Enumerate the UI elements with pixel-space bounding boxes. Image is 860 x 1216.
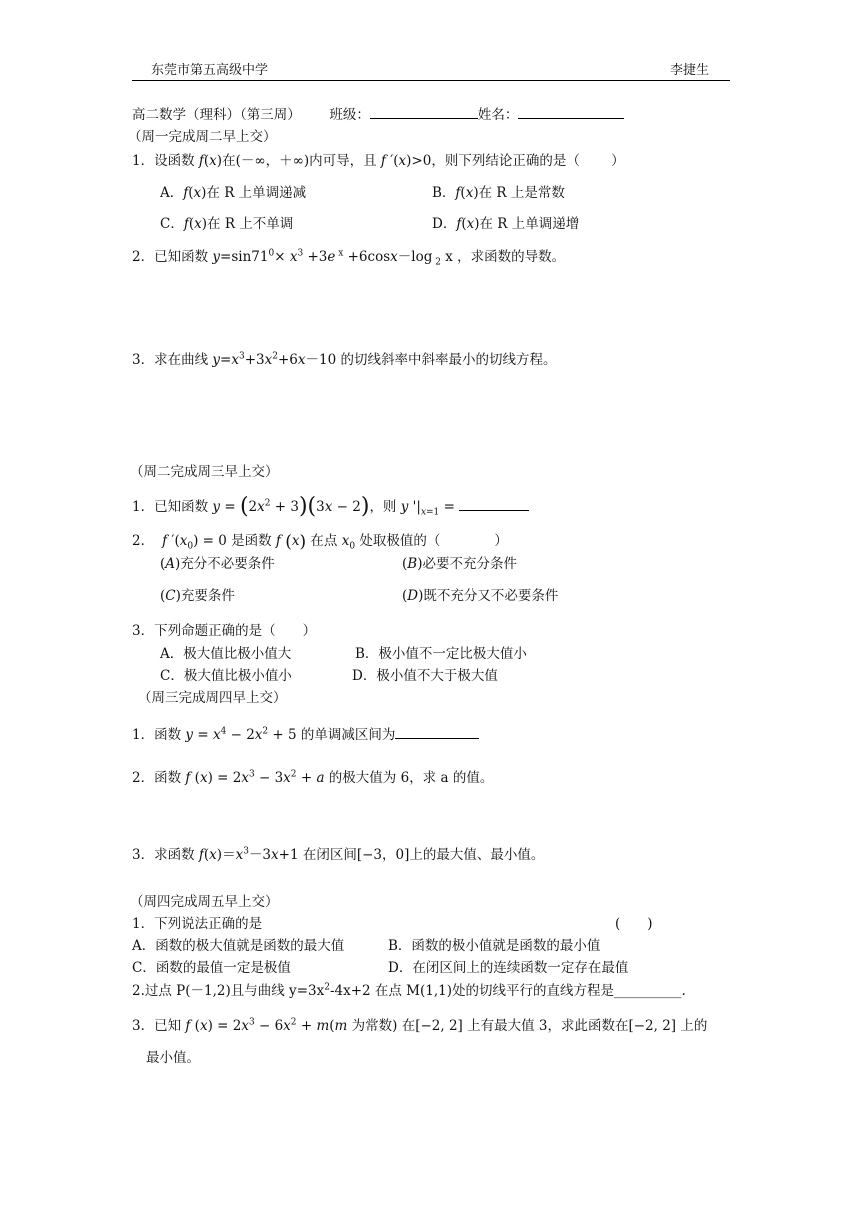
- day3-q1-blank[interactable]: [395, 727, 479, 739]
- day1-q1-option-a: A．f(x)在 R 上单调递减: [160, 185, 307, 201]
- day3-q3: 3．求函数 $f(x)=x^3-3x+1$ 在闭区间[−3，0]上的最大值、最小值。: [132, 846, 545, 863]
- day2-q2-option-c: (C)充要条件: [160, 588, 235, 604]
- day2-q2-option-b: (B)必要不充分条件: [402, 556, 517, 572]
- day1-q3: 3．求在曲线 $y=x^3+3x^2+6x-10$ 的切线斜率中斜率最小的切线方程。: [132, 351, 557, 368]
- day4-q1-option-b: B．函数的极小值就是函数的最小值: [388, 938, 601, 954]
- day3-q1: 1．函数 $y = x^4 - 2x^2 + 5$ 的单调减区间为: [132, 727, 479, 743]
- day3-note: （周三完成周四早上交）: [138, 690, 287, 706]
- header-school: 东莞市第五高级中学: [151, 63, 269, 78]
- day4-q1-option-c: C．函数的最值一定是极值: [132, 960, 291, 976]
- class-label: 班级：: [329, 107, 370, 123]
- day4-q1-option-a: A．函数的极大值就是函数的最大值: [132, 938, 345, 954]
- day2-q2-option-d: (D)既不充分又不必要条件: [402, 588, 559, 604]
- day2-q3-option-b: B．极小值不一定比极大值小: [355, 646, 527, 662]
- day2-q3: 3．下列命题正确的是（ ）: [132, 623, 317, 639]
- title-line: [132, 107, 624, 123]
- day4-note: （周四完成周五早上交）: [130, 894, 279, 910]
- day2-q2: 2． f $'(x_0) = 0$ 是函数 f (x) 在点 $x_0$ 处取极值的（ ）: [132, 532, 508, 552]
- day4-q1: 1．下列说法正确的是: [132, 916, 263, 932]
- day1-q1-option-c: C．f(x)在 R 上不单调: [160, 216, 294, 232]
- day4-q3-line2: 最小值。: [146, 1050, 200, 1066]
- name-blank[interactable]: [518, 107, 624, 119]
- day1-q1: 1．设函数 f(x)在(－∞，＋∞)内可导，且 f ′(x)>0，则下列结论正确的是（ ）: [132, 153, 625, 169]
- header-rule: [132, 80, 730, 81]
- day2-q3-option-a: A．极大值比极小值大: [160, 646, 292, 662]
- day4-q2: 2.过点 P(－1,2)且与曲线 $y=3x^2-4x+2$ 在点 M(1,1)处的切线平行的直线方程是__________.: [132, 982, 686, 999]
- day2-q3-option-c: C．极大值比极小值小: [160, 668, 292, 684]
- day3-q2: 2．函数 f $(x) = 2x^3 - 3x^2 + a$ 的极大值为 6，求 a 的值。: [132, 769, 494, 786]
- day1-q2: 2．已知函数 $y=\sin 71^0\times x^3 +3e$ $^x$ +6cosx－log $_2$ x ，求函数的导数。: [132, 248, 566, 268]
- day2-q3-option-d: D．极小值不大于极大值: [352, 668, 498, 684]
- day4-q3-line1: 3．已知 f $(x) = 2x^3 - 6x^2 + m(m$ 为常数) 在[−2, 2] 上有最大值 3，求此函数在[−2, 2] 上的: [132, 1017, 708, 1034]
- class-blank[interactable]: [370, 107, 478, 119]
- day4-q1-paren: ( ): [615, 916, 653, 932]
- day2-note: （周二完成周三早上交）: [130, 464, 279, 480]
- course-title: 高二数学（理科）（第三周）: [132, 107, 301, 123]
- name-label: 姓名：: [477, 107, 519, 123]
- header-teacher: 李捷生: [670, 63, 710, 78]
- day2-q1: 1．已知函数 $y = (2x^2 + 3)(3x - 2)$，则 y '$|_{x=1}$ =: [132, 499, 529, 515]
- day4-q1-option-d: D．在闭区间上的连续函数一定存在最值: [388, 960, 629, 976]
- day1-q1-option-b: B．f(x)在 R 上是常数: [432, 185, 565, 201]
- day2-q2-option-a: (A)充分不必要条件: [160, 556, 275, 572]
- day1-note: （周一完成周二早上交）: [128, 129, 277, 145]
- day2-q1-blank[interactable]: [459, 499, 529, 511]
- day1-q1-option-d: D．f(x)在 R 上单调递增: [432, 216, 580, 232]
